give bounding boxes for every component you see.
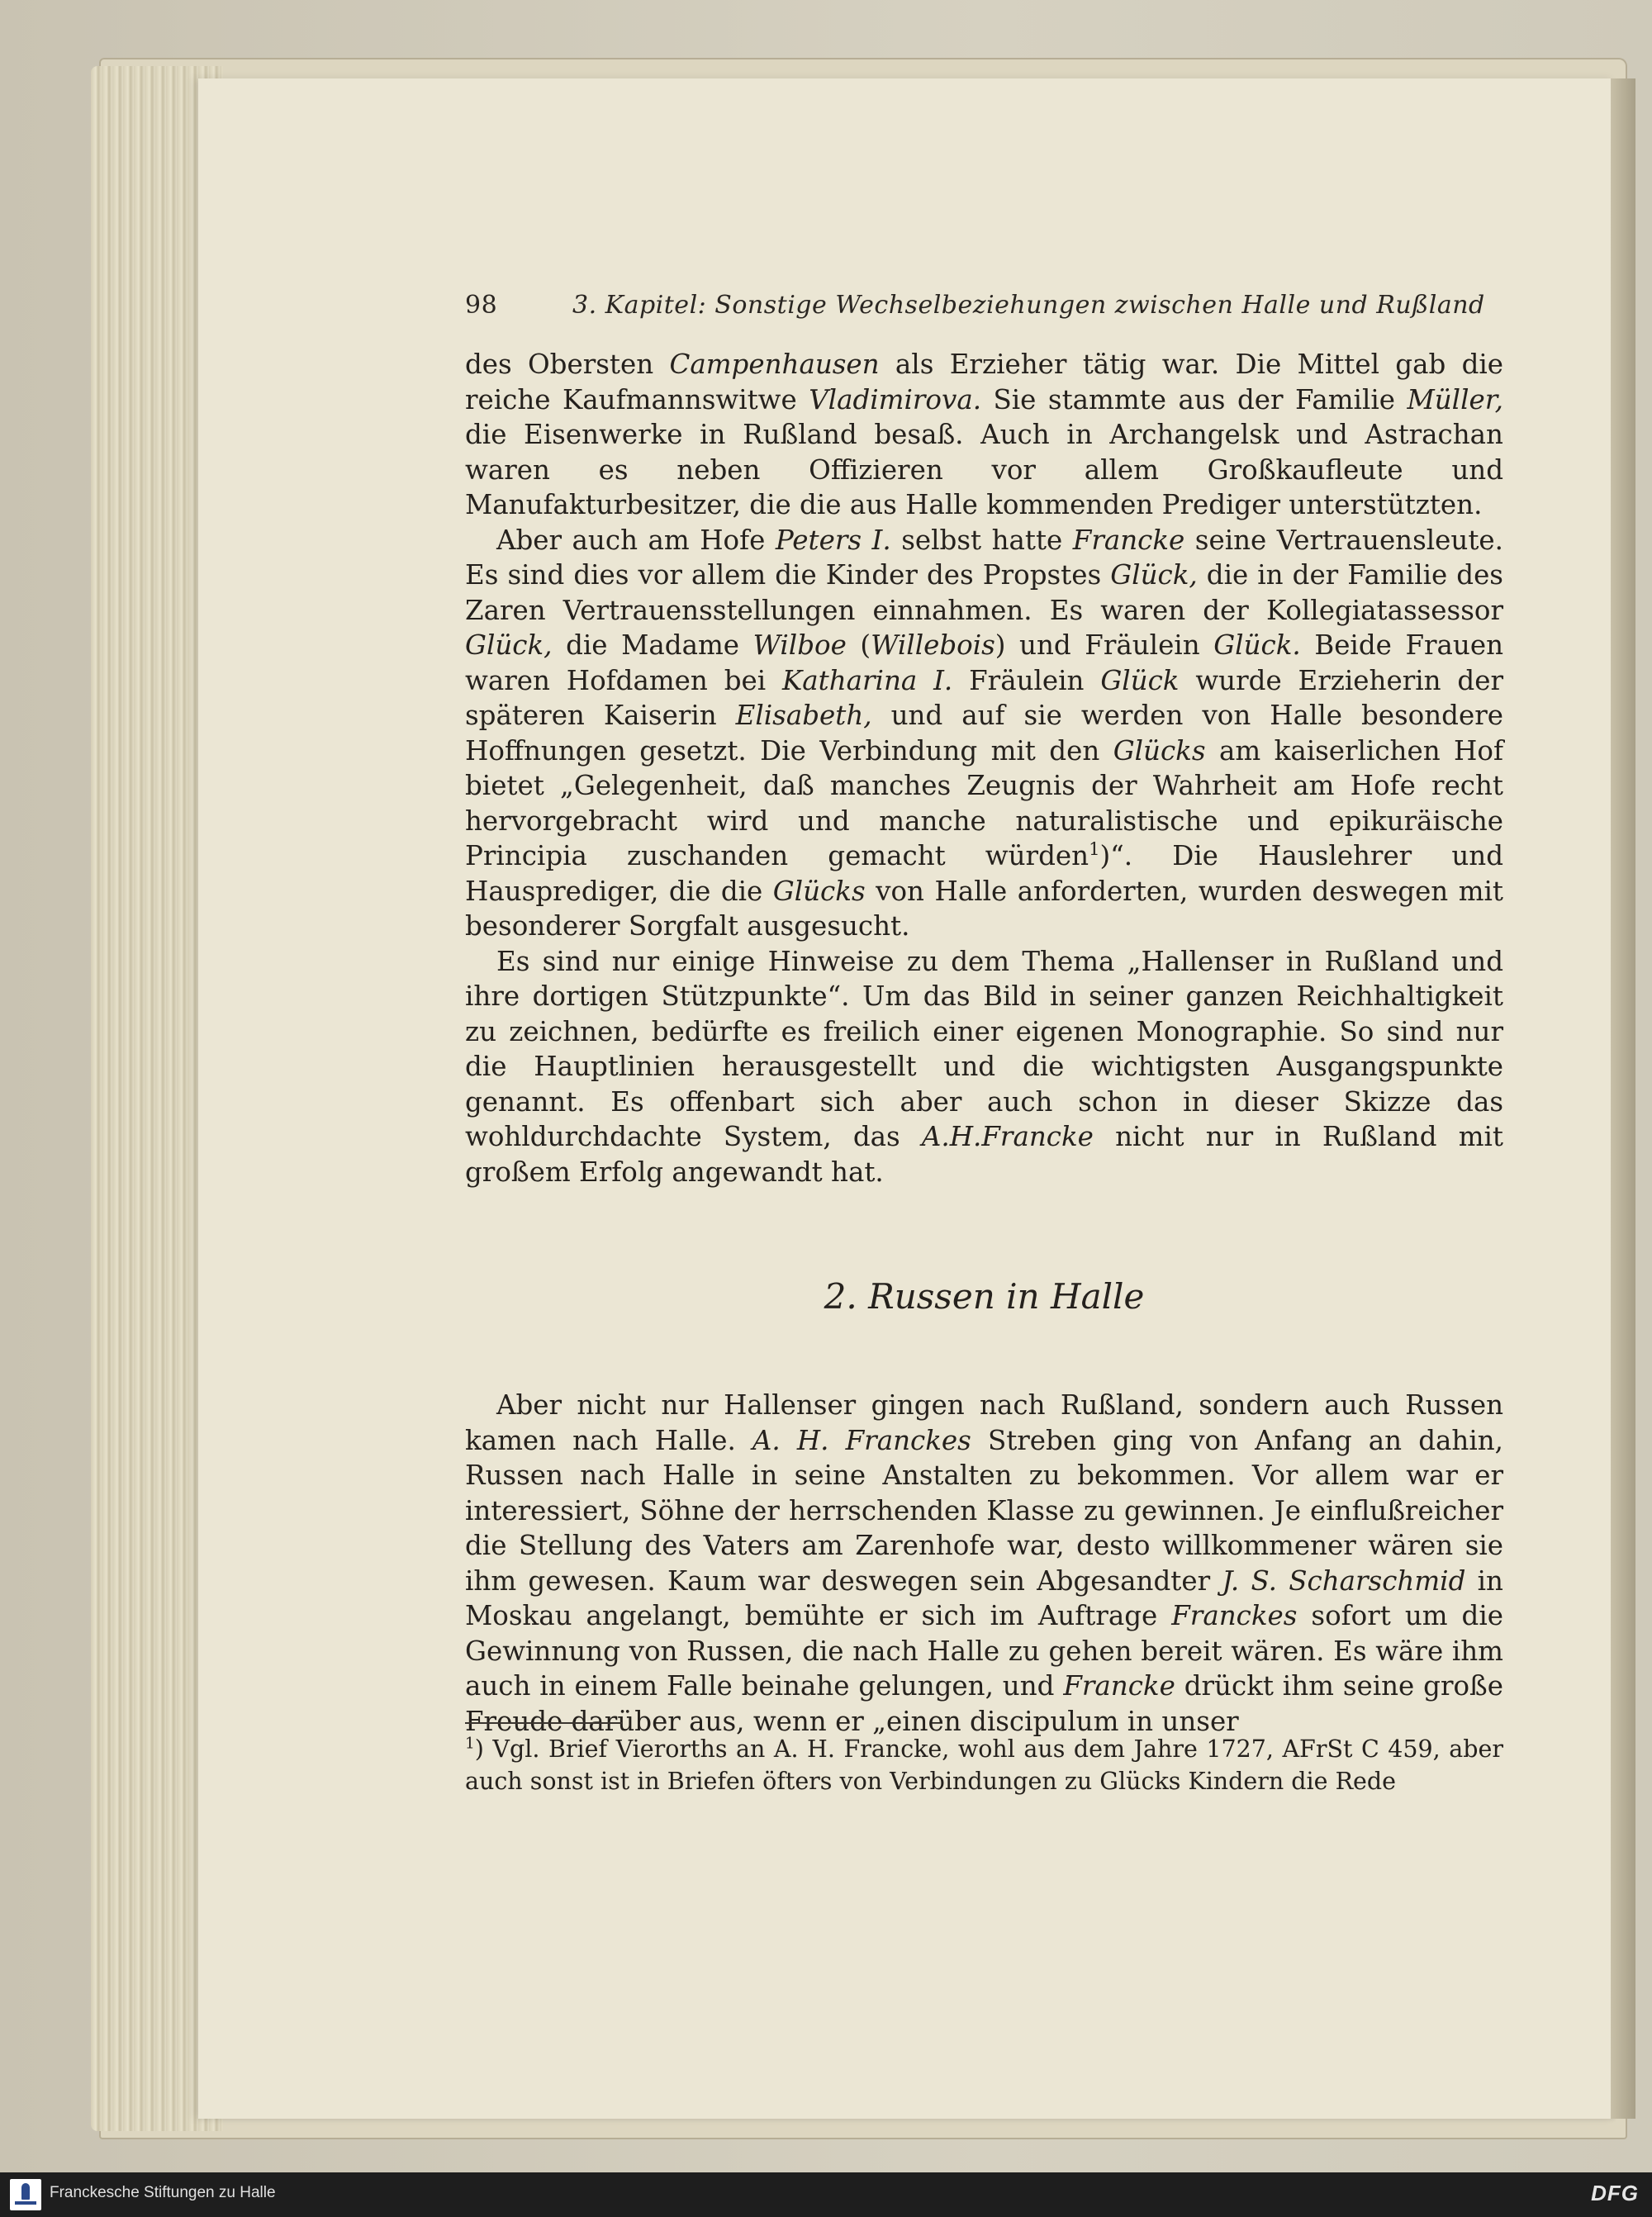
text-run: Es sind nur einige Hinweise zu dem Thema „Hallenser in Rußland und ihre dortigen Stützpunkte“. Um das Bild in seiner ganzen Reichhaltigkeit zu zeichnen, bedürfte es freilich einer eigenen Monographie. So sind nur die Hauptlinien herausgestellt und die wichtigsten Ausgangspunkte genannt. Es offenbart sich aber auch schon in dieser Skizze das wohldurchdachte System, das (465, 945, 1503, 1152)
paragraph (465, 944, 1503, 1190)
italic-name: Campenhausen (669, 349, 880, 380)
text-run: Aber nicht nur Hallenser gingen nach Rußland, sondern auch Russen kamen nach Halle. (465, 1389, 1503, 1456)
viewer-footer (0, 2172, 1652, 2217)
text-run: seine Vertrauensleute. Es sind dies vor allem die Kinder des Propstes (465, 524, 1503, 591)
dfg-logo: DFG (1591, 2181, 1639, 2205)
footnote (465, 1733, 1503, 1797)
italic-name: Francke (1063, 1670, 1175, 1702)
paragraph (465, 1388, 1503, 1739)
text-run: Fräulein (952, 664, 1101, 696)
text-run: die Eisenwerke in Rußland besaß. Auch in Archangelsk und Astrachan waren es neben Offizieren vor allem Großkaufleute und Manufakturbesitzer, die die aus Halle kommenden Prediger unterstützten. (465, 419, 1503, 520)
italic-name: Vladimirova. (809, 383, 982, 415)
italic-name: Müller, (1407, 383, 1503, 415)
italic-name: Glück, (465, 629, 553, 661)
italic-name: Francke (1072, 524, 1185, 556)
text-run: als Erzieher tätig war. Die Mittel gab die reiche Kaufmannswitwe (465, 349, 1504, 415)
italic-name: Glück (1100, 664, 1180, 696)
text-run: sofort um die Gewinnung von Russen, die nach Halle zu gehen bereit wären. Es wäre ihm auch in einem Falle beinahe gelungen, und (465, 1600, 1503, 1702)
italic-name: Franckes (1171, 1600, 1298, 1631)
text-run: Streben ging von Anfang an dahin, Russen nach Halle in seine Anstalten zu bekommen. Vor allem war er interessiert, Söhne der herrschenden Klasse zu gewinnen. Je einflußreicher die Stellung des Vaters am Zarenhofe war, desto willkommener wären sie ihm gewesen. Kaum war deswegen sein Abgesandter (465, 1424, 1503, 1597)
text-run: am kaiserlichen Hof bietet „Gelegenheit, daß manches Zeugnis der Wahrheit am Hofe recht hervorgebracht wird und manche naturalistische und epikuräische Principia zuschanden gemacht würden (465, 734, 1503, 871)
footnote-reference: 1 (1089, 838, 1100, 860)
running-head (465, 291, 1506, 327)
italic-name: Glücks (772, 875, 866, 907)
text-run: des Obersten (465, 349, 670, 380)
text-run: Sie stammte aus der Familie (981, 383, 1408, 415)
italic-name: Elisabeth, (735, 700, 872, 731)
italic-name: Wilboe (752, 629, 847, 661)
italic-name: Katharina I. (781, 664, 953, 696)
paragraph (465, 523, 1503, 944)
institution-name: Franckesche Stiftungen zu Halle (50, 2184, 276, 2201)
paragraph (465, 347, 1503, 523)
chapter-title: 3. Kapitel: Sonstige Wechselbeziehungen zwischen Halle und Rußland (572, 291, 1485, 320)
text-run: die in der Familie des Zaren Vertrauensstellungen einnahmen. Es waren der Kollegiatassessor (465, 559, 1503, 626)
text-run: ( (846, 629, 871, 661)
text-run: wurde Erzieherin der späteren Kaiserin (465, 664, 1503, 731)
text-run: selbst hatte (890, 524, 1073, 556)
italic-name: Glücks (1113, 734, 1206, 767)
italic-name: A. H. Franckes (752, 1424, 971, 1456)
text-run: drückt ihm seine große Freude darüber aus, wenn er „einen discipulum in unser (465, 1670, 1503, 1737)
italic-name: A.H.Francke (921, 1121, 1094, 1152)
text-run: nicht nur in Rußland mit großem Erfolg angewandt hat. (465, 1121, 1503, 1188)
italic-name: Glück. (1213, 629, 1301, 661)
text-run: die Madame (552, 629, 753, 661)
text-run: Aber auch am Hofe (496, 524, 776, 556)
page-number: 98 (465, 291, 498, 320)
body-text-upper (465, 347, 1503, 1189)
footnote-marker: 1 (465, 1735, 475, 1753)
text-run: Beide Frauen waren Hofdamen bei (465, 629, 1503, 696)
text-run: in Moskau angelangt, bemühte er sich im Auftrage (465, 1564, 1503, 1631)
text-run: ) und Fräulein (995, 629, 1214, 661)
italic-name: Glück, (1110, 559, 1198, 591)
text-run: von Halle anforderten, wurden deswegen mit besonderer Sorgfalt ausgesucht. (465, 875, 1503, 942)
text-run: )“. Die Hauslehrer und Hausprediger, die die (465, 840, 1503, 907)
section-heading: 2. Russen in Halle (824, 1276, 1145, 1317)
binding-edge (1611, 78, 1635, 2119)
institution-logo-icon (10, 2179, 41, 2210)
text-run: und auf sie werden von Halle besondere Hoffnungen gesetzt. Die Verbindung mit den (465, 700, 1503, 767)
italic-name: Peters I. (775, 524, 891, 556)
body-text-lower (465, 1388, 1503, 1739)
footnote-text: ) Vgl. Brief Vierorths an A. H. Francke, wohl aus dem Jahre 1727, AFrSt C 459, aber auch sonst ist in Briefen öfters von Verbindungen zu Glücks Kindern die Rede (465, 1735, 1503, 1795)
footnote-rule (465, 1722, 622, 1724)
italic-name: Willebois (871, 629, 995, 661)
italic-name: J. S. Scharschmid (1222, 1564, 1466, 1597)
